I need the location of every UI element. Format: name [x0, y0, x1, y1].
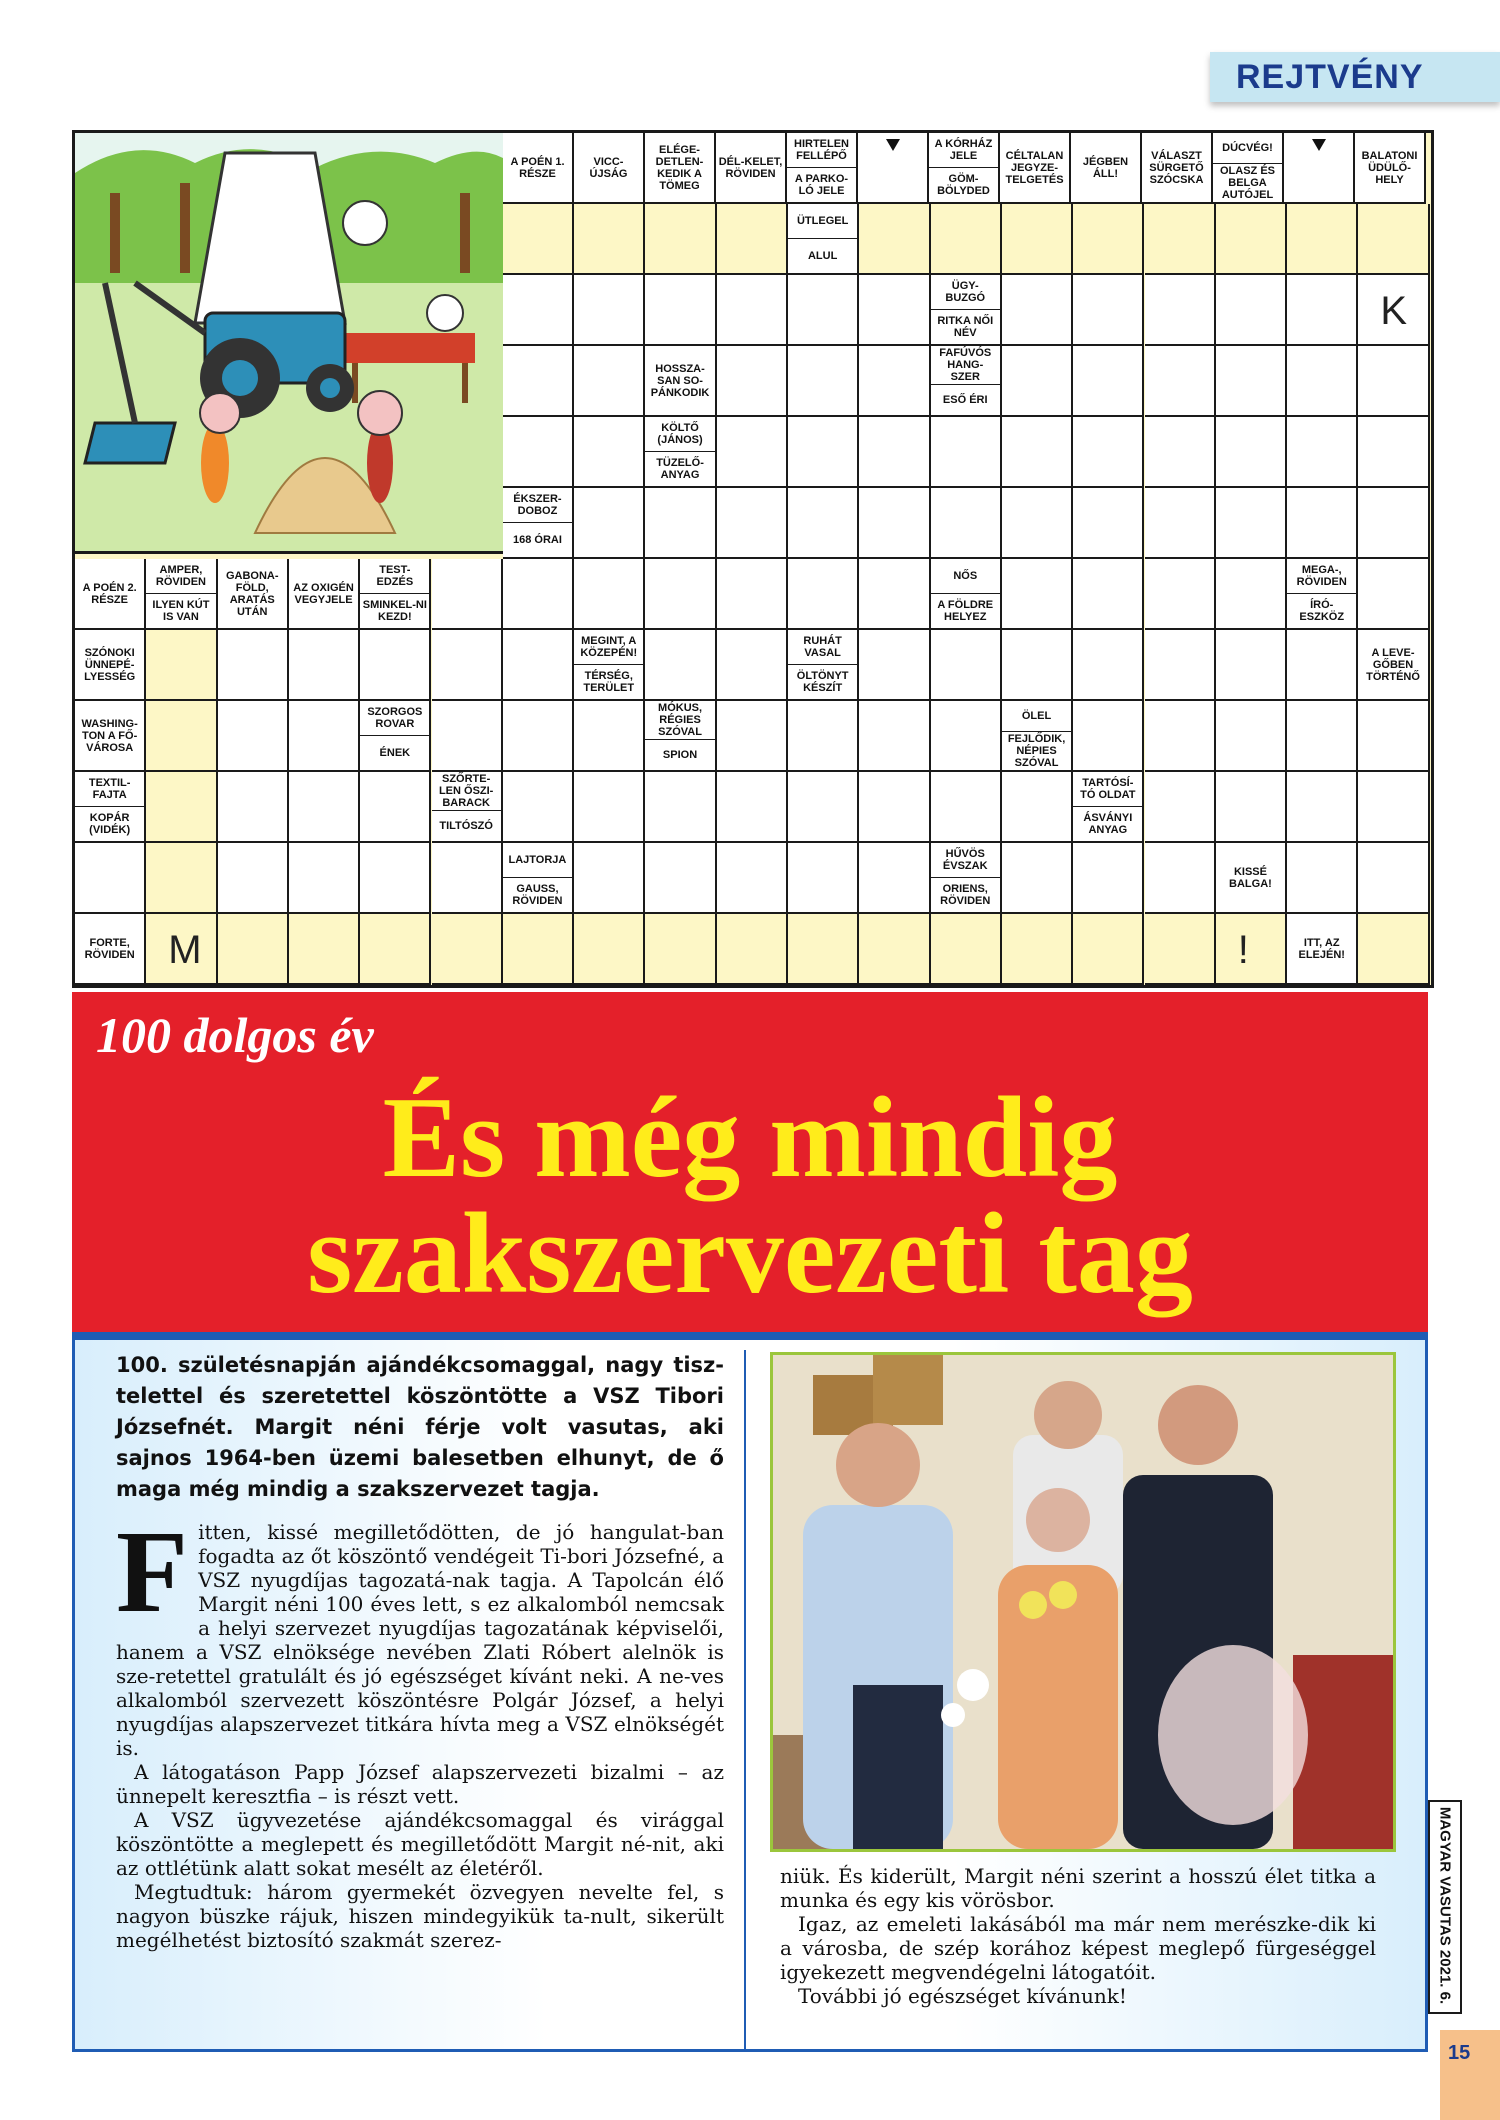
photo-illustration: [773, 1355, 1393, 1849]
article-body-left: [116, 1506, 724, 1952]
answer-cell[interactable]: [289, 772, 360, 843]
answer-cell[interactable]: [788, 488, 859, 559]
answer-cell[interactable]: [859, 914, 930, 985]
clue-cell: [645, 133, 716, 204]
answer-cell[interactable]: [931, 204, 1002, 275]
answer-cell[interactable]: [859, 346, 930, 417]
paragraph-3: A VSZ ügyvezetése ajándékcsomaggal és virággal köszöntötte a meglepett és megilletődött Margit né-nit, aki az ottlétünk alatt sokat mesélt az életéről.: [116, 1808, 724, 1880]
clue-cell: [75, 630, 146, 701]
answer-cell[interactable]: [717, 417, 788, 488]
answer-cell[interactable]: [1145, 346, 1216, 417]
clue-text: ÁSVÁNYI ANYAG: [1073, 806, 1142, 841]
answer-cell[interactable]: [859, 701, 930, 772]
answer-cell[interactable]: [432, 630, 503, 701]
clue-cell: [503, 133, 574, 204]
answer-cell[interactable]: [503, 346, 574, 417]
answer-cell[interactable]: [788, 275, 859, 346]
answer-cell[interactable]: [1358, 559, 1429, 630]
paragraph-4: Megtudtuk: három gyermekét özvegyen nevelte fel, s nagyon büszke rájuk, hiszen mindegyikük ta-nult, sikerült megélhetést biztosító szakmát szerez-: [116, 1880, 724, 1952]
clue-cell: [645, 346, 716, 417]
clue-cell: [1071, 133, 1142, 204]
clue-text: ESŐ ÉRI: [931, 384, 1000, 415]
answer-cell[interactable]: [1145, 488, 1216, 559]
answer-cell[interactable]: [1002, 204, 1073, 275]
clue-text: VICC-ÚJSÁG: [589, 155, 628, 180]
answer-cell[interactable]: [146, 843, 217, 914]
clue-text: RITKA NŐI NÉV: [931, 309, 1000, 344]
article-photo: [770, 1352, 1396, 1852]
clue-cell: [218, 559, 289, 630]
answer-cell[interactable]: [360, 630, 431, 701]
answer-cell[interactable]: [1287, 488, 1358, 559]
answer-cell[interactable]: [717, 630, 788, 701]
answer-cell[interactable]: [1145, 204, 1216, 275]
clue-cell: [787, 133, 858, 204]
answer-cell[interactable]: [1073, 701, 1144, 772]
clue-text: BALATONI ÜDÜLŐ-HELY: [1361, 149, 1418, 186]
clue-cell: [645, 701, 716, 772]
clue-text: DÉL-KELET, RÖVIDEN: [718, 155, 783, 180]
clue-text: LAJTORJA: [508, 854, 567, 866]
answer-cell[interactable]: [360, 914, 431, 985]
magazine-side-label: [1428, 1800, 1462, 2014]
answer-cell[interactable]: [503, 630, 574, 701]
answer-cell[interactable]: [931, 630, 1002, 701]
answer-cell[interactable]: [717, 701, 788, 772]
clue-cell: [289, 559, 360, 630]
column-divider: [744, 1350, 746, 2050]
answer-cell[interactable]: [503, 417, 574, 488]
clue-text: ÜTLEGEL: [796, 215, 849, 227]
answer-cell[interactable]: [788, 701, 859, 772]
answer-cell[interactable]: [432, 559, 503, 630]
clue-text: TÜZELŐ-ANYAG: [645, 451, 714, 486]
clue-cell: [1287, 914, 1358, 985]
clue-text: ORIENS, RÖVIDEN: [931, 877, 1000, 912]
answer-cell[interactable]: [1216, 204, 1287, 275]
answer-cell[interactable]: [1073, 843, 1144, 914]
answer-cell[interactable]: [574, 914, 645, 985]
clue-text: A PARKO-LÓ JELE: [787, 167, 856, 202]
clue-text: WASHING-TON A FŐ-VÁROSA: [81, 717, 138, 754]
answer-cell[interactable]: [788, 346, 859, 417]
clue-text: HŰVÖS ÉVSZAK: [942, 848, 988, 872]
clue-text: ÖLEL: [1021, 710, 1052, 722]
answer-cell[interactable]: [1002, 559, 1073, 630]
clue-text: ILYEN KÚT IS VAN: [146, 593, 215, 628]
answer-cell[interactable]: [1073, 630, 1144, 701]
answer-cell[interactable]: [289, 630, 360, 701]
answer-cell[interactable]: [1073, 417, 1144, 488]
paragraph-5: niük. És kiderült, Margit néni szerint a hosszú élet titka a munka és egy kis vörösbor.: [780, 1864, 1376, 1912]
clue-text: RUHÁT VASAL: [803, 635, 842, 659]
arrow-down-icon: [1312, 139, 1326, 151]
answer-cell[interactable]: [503, 204, 574, 275]
answer-cell[interactable]: [717, 914, 788, 985]
clue-text: GÖM-BÖLYDED: [929, 167, 998, 202]
answer-cell[interactable]: [1002, 772, 1073, 843]
clue-text: A POÉN 1. RÉSZE: [510, 155, 565, 180]
clue-cell: [432, 772, 503, 843]
answer-cell[interactable]: [1073, 914, 1144, 985]
answer-cell[interactable]: [218, 701, 289, 772]
answer-cell[interactable]: [574, 204, 645, 275]
clue-cell: [360, 701, 431, 772]
answer-cell[interactable]: [1002, 630, 1073, 701]
answer-cell[interactable]: [1002, 417, 1073, 488]
answer-cell[interactable]: [360, 843, 431, 914]
cartoon-drawing: [75, 133, 503, 551]
answer-cell[interactable]: [1073, 204, 1144, 275]
clue-cell: [931, 843, 1002, 914]
clue-text: MÓKUS, RÉGIES SZÓVAL: [658, 702, 703, 738]
clue-text: AMPER, RÖVIDEN: [155, 564, 206, 588]
clue-text: OLASZ ÉS BELGA AUTÓJEL: [1213, 163, 1282, 202]
answer-cell[interactable]: [859, 772, 930, 843]
answer-cell[interactable]: [1216, 630, 1287, 701]
answer-cell[interactable]: [1358, 417, 1429, 488]
answer-cell[interactable]: [788, 417, 859, 488]
clue-text: A POÉN 2. RÉSZE: [82, 581, 137, 606]
clue-text: ÜGY-BUZGÓ: [945, 280, 986, 304]
answer-cell[interactable]: [218, 772, 289, 843]
given-letter: !: [1237, 928, 1249, 972]
answer-cell[interactable]: [1216, 346, 1287, 417]
clue-cell: [75, 701, 146, 772]
clue-cell: [931, 559, 1002, 630]
paragraph-2: A látogatáson Papp József alapszervezeti bizalmi – az ünnepelt keresztfia – is részt vett.: [116, 1760, 724, 1808]
clue-text: NŐS: [953, 570, 978, 582]
clue-cell: [929, 133, 1000, 204]
answer-cell[interactable]: [1287, 417, 1358, 488]
answer-cell[interactable]: [360, 772, 431, 843]
answer-cell[interactable]: [1145, 559, 1216, 630]
answer-cell[interactable]: [1145, 843, 1216, 914]
clue-text: SPION: [645, 739, 714, 770]
answer-cell[interactable]: [717, 346, 788, 417]
clue-text: HIRTELEN FELLÉPŐ: [794, 138, 849, 162]
clue-text: ÉNEK: [360, 735, 429, 770]
answer-cell[interactable]: [1216, 914, 1287, 985]
clue-text: MEGINT, A KÖZEPÉN!: [580, 635, 638, 659]
answer-cell[interactable]: [1287, 630, 1358, 701]
clue-text: ÖLTÖNYT KÉSZÍT: [788, 664, 857, 699]
clue-text: SMINKEL-NI KEZD!: [360, 593, 429, 628]
answer-cell[interactable]: [1216, 559, 1287, 630]
clue-text: SZÓNOKI ÜNNEPÉ-LYESSÉG: [84, 646, 136, 683]
cartoon-illustration: [75, 133, 506, 554]
answer-cell[interactable]: [645, 204, 716, 275]
paragraph-1: itten, kissé megilletődötten, de jó hangulat-ban fogadta az őt köszöntő vendégeit Ti-bori Józsefné, a VSZ nyugdíjas tagozatá-nak tagja. A Tapolcán élő Margit néni 100 éves lett, s ez alkalomból nemcsak a helyi szervezet nyugdíjas tagozatának képviselői, hanem a VSZ elnöksége nevében Zlati Róbert alelnök is sze-retettel gratulált és jó egészséget kívánt neki. A ne-ves alkalomból szervezett köszöntésre Polgár József, a helyi nyugdíjas alapszervezet titkára hívta meg a VSZ elnökségét is.: [116, 1520, 724, 1760]
answer-cell[interactable]: [574, 559, 645, 630]
clue-text: TARTÓSÍ-TÓ OLDAT: [1080, 777, 1136, 801]
answer-cell[interactable]: [717, 559, 788, 630]
clue-text: SZORGOS ROVAR: [367, 706, 423, 730]
answer-cell[interactable]: [432, 701, 503, 772]
answer-cell[interactable]: [1216, 417, 1287, 488]
answer-cell[interactable]: [788, 843, 859, 914]
clue-text: ÉKSZER-DOBOZ: [513, 493, 562, 517]
answer-cell[interactable]: [146, 772, 217, 843]
clue-cell: [1213, 133, 1284, 204]
answer-cell[interactable]: [289, 701, 360, 772]
answer-cell[interactable]: [645, 488, 716, 559]
answer-cell[interactable]: [574, 843, 645, 914]
clue-cell: [360, 559, 431, 630]
clue-text: GAUSS, RÖVIDEN: [503, 877, 572, 912]
article-lead: 100. születésnapján ajándékcsomaggal, nagy tisz-telettel és szeretettel köszöntötte a VSZ Tibori Józsefnét. Margit néni férje volt vasutas, aki sajnos 1964-ben üzemi balesetben elhunyt, de ő maga még mindig a szakszervezet tagja.: [116, 1353, 724, 1501]
clue-text: TEST-EDZÉS: [376, 564, 414, 588]
paragraph-6: Igaz, az emeleti lakásából ma már nem merészke-dik ki a városba, de szép korához képest meglepő fürgeséggel igyekezett megvendégelni látogatóit.: [780, 1912, 1376, 1984]
clue-text: SZŐRTE-LEN ŐSZI-BARACK: [438, 773, 494, 809]
answer-cell[interactable]: [1145, 772, 1216, 843]
clue-text: CÉLTALAN JEGYZE-TELGETÉS: [1005, 149, 1064, 186]
clue-cell: [1073, 772, 1144, 843]
answer-cell[interactable]: [1358, 772, 1429, 843]
answer-cell[interactable]: [218, 630, 289, 701]
article-kicker: 100 dolgos év: [96, 1007, 374, 1063]
answer-cell[interactable]: [931, 772, 1002, 843]
answer-cell[interactable]: [859, 204, 930, 275]
magazine-name: MAGYAR VASUTAS 2021. 6.: [1436, 1806, 1454, 2005]
clue-cell: [788, 630, 859, 701]
answer-cell[interactable]: [503, 275, 574, 346]
page-number: 15: [1448, 2042, 1471, 2064]
clue-cell: [503, 488, 574, 559]
clue-text: JÉGBEN ÁLL!: [1082, 155, 1129, 180]
answer-cell[interactable]: [1002, 275, 1073, 346]
given-letter: K: [1380, 289, 1408, 333]
clue-text: 168 ÓRAI: [503, 522, 572, 557]
answer-cell[interactable]: [1358, 914, 1429, 985]
clue-cell: [931, 275, 1002, 346]
answer-cell[interactable]: [503, 559, 574, 630]
given-letter: M: [168, 928, 202, 972]
clue-text: ÍRÓ-ESZKÖZ: [1287, 593, 1356, 628]
clue-cell: [574, 630, 645, 701]
answer-cell[interactable]: [503, 701, 574, 772]
answer-cell[interactable]: [859, 417, 930, 488]
clue-cell: [931, 346, 1002, 417]
clue-text: VÁLASZT SÜRGETŐ SZÓCSKA: [1149, 149, 1204, 186]
clue-text: GABONA-FÖLD, ARATÁS UTÁN: [225, 569, 279, 618]
answer-cell[interactable]: [859, 630, 930, 701]
answer-cell[interactable]: [645, 772, 716, 843]
clue-cell: [1287, 559, 1358, 630]
answer-cell[interactable]: [1145, 630, 1216, 701]
page-number-tab: [1440, 2030, 1500, 2120]
answer-cell[interactable]: [859, 275, 930, 346]
clue-cell: [788, 204, 859, 275]
article-top-rule: [72, 1332, 1428, 1340]
answer-cell[interactable]: [788, 914, 859, 985]
clue-text: FEJLŐDIK, NÉPIES SZÓVAL: [1002, 731, 1071, 770]
clue-text: HOSSZA-SAN SO-PÁNKODIK: [650, 362, 710, 399]
answer-cell[interactable]: [432, 914, 503, 985]
answer-cell[interactable]: [574, 417, 645, 488]
clue-text: KOPÁR (VIDÉK): [75, 806, 144, 841]
clue-text: ELÉGE-DETLEN-KEDIK A TÖMEG: [655, 143, 704, 192]
clue-text: KISSÉ BALGA!: [1229, 865, 1272, 890]
answer-cell[interactable]: [146, 630, 217, 701]
title-line-1: És még mindig: [382, 1074, 1118, 1202]
answer-cell[interactable]: [1002, 843, 1073, 914]
clue-cell: [1216, 843, 1287, 914]
blank-cell: [858, 133, 929, 204]
answer-cell[interactable]: [1358, 488, 1429, 559]
answer-cell[interactable]: [645, 275, 716, 346]
answer-cell[interactable]: [289, 843, 360, 914]
answer-cell[interactable]: [1073, 346, 1144, 417]
article-title: [72, 1074, 1428, 1318]
answer-cell[interactable]: [645, 630, 716, 701]
answer-cell[interactable]: [574, 772, 645, 843]
clue-text: AZ OXIGÉN VEGYJELE: [293, 581, 354, 606]
answer-cell[interactable]: [1002, 346, 1073, 417]
answer-cell[interactable]: [574, 346, 645, 417]
clue-text: A FÖLDRE HELYEZ: [931, 593, 1000, 628]
answer-cell[interactable]: [1287, 346, 1358, 417]
clue-cell: [1358, 630, 1429, 701]
answer-cell[interactable]: [645, 914, 716, 985]
answer-cell[interactable]: [1002, 488, 1073, 559]
blank-cell: [1284, 133, 1355, 204]
answer-cell[interactable]: [1216, 772, 1287, 843]
clue-text: A KÓRHÁZ JELE: [934, 138, 993, 162]
crossword-puzzle: [72, 130, 1434, 988]
answer-cell[interactable]: [432, 843, 503, 914]
answer-cell[interactable]: [788, 772, 859, 843]
answer-cell[interactable]: [1145, 275, 1216, 346]
answer-cell[interactable]: [1358, 204, 1429, 275]
arrow-down-icon: [886, 139, 900, 151]
clue-cell: [1355, 133, 1426, 204]
clue-text: ALUL: [788, 238, 857, 273]
answer-cell[interactable]: [1287, 772, 1358, 843]
answer-cell[interactable]: [1073, 275, 1144, 346]
clue-text: ITT, AZ ELEJÉN!: [1298, 936, 1345, 961]
answer-cell[interactable]: [1358, 346, 1429, 417]
answer-cell[interactable]: [1216, 701, 1287, 772]
answer-cell[interactable]: [574, 488, 645, 559]
clue-text: A LEVE-GŐBEN TÖRTÉNŐ: [1366, 646, 1420, 683]
clue-cell: [716, 133, 787, 204]
clue-cell: [1142, 133, 1213, 204]
answer-cell[interactable]: [1145, 417, 1216, 488]
answer-cell[interactable]: [717, 772, 788, 843]
clue-text: KÖLTŐ (JÁNOS): [657, 422, 703, 446]
answer-cell[interactable]: [859, 843, 930, 914]
answer-cell[interactable]: [75, 843, 146, 914]
answer-cell[interactable]: [1216, 488, 1287, 559]
answer-cell[interactable]: [645, 843, 716, 914]
answer-cell[interactable]: [503, 914, 574, 985]
answer-cell[interactable]: [788, 559, 859, 630]
answer-cell[interactable]: [931, 701, 1002, 772]
answer-cell[interactable]: [645, 559, 716, 630]
answer-cell[interactable]: [574, 701, 645, 772]
clue-cell: [75, 914, 146, 985]
answer-cell[interactable]: [1287, 843, 1358, 914]
answer-cell[interactable]: [717, 488, 788, 559]
answer-cell[interactable]: [859, 488, 930, 559]
answer-cell[interactable]: [218, 843, 289, 914]
clue-cell: [503, 843, 574, 914]
answer-cell[interactable]: [717, 843, 788, 914]
answer-cell[interactable]: [1073, 488, 1144, 559]
answer-cell[interactable]: [1145, 701, 1216, 772]
article-body-right: [780, 1864, 1376, 2008]
answer-cell[interactable]: [931, 417, 1002, 488]
title-line-2: szakszervezeti tag: [307, 1190, 1193, 1318]
clue-text: TILTÓSZÓ: [432, 810, 501, 841]
clue-cell: [574, 133, 645, 204]
clue-text: MEGA-, RÖVIDEN: [1296, 564, 1347, 588]
clue-cell: [1002, 701, 1073, 772]
answer-cell[interactable]: [859, 559, 930, 630]
clue-cell: [146, 559, 217, 630]
answer-cell[interactable]: [503, 772, 574, 843]
answer-cell[interactable]: [717, 204, 788, 275]
drop-cap: F: [116, 1506, 189, 1637]
answer-cell[interactable]: [1002, 914, 1073, 985]
answer-cell[interactable]: [1358, 701, 1429, 772]
answer-cell[interactable]: [717, 275, 788, 346]
answer-cell[interactable]: [1145, 914, 1216, 985]
section-tab: [1210, 52, 1500, 102]
answer-cell[interactable]: [1216, 275, 1287, 346]
clue-cell: [75, 772, 146, 843]
clue-text: TÉRSÉG, TERÜLET: [574, 664, 643, 699]
answer-cell[interactable]: [1287, 275, 1358, 346]
clue-cell: [645, 417, 716, 488]
answer-cell[interactable]: [931, 488, 1002, 559]
answer-cell[interactable]: [289, 914, 360, 985]
answer-cell[interactable]: [1287, 701, 1358, 772]
answer-cell[interactable]: [218, 914, 289, 985]
clue-text: FORTE, RÖVIDEN: [84, 936, 135, 961]
answer-cell[interactable]: [146, 701, 217, 772]
answer-cell[interactable]: [931, 914, 1002, 985]
answer-cell[interactable]: [1073, 559, 1144, 630]
clue-text: TEXTIL-FAJTA: [88, 777, 131, 801]
section-label: REJTVÉNY: [1236, 58, 1424, 96]
answer-cell[interactable]: [574, 275, 645, 346]
clue-cell: [1000, 133, 1071, 204]
paragraph-7: További jó egészséget kívánunk!: [798, 1984, 1127, 2008]
clue-cell: [75, 559, 146, 630]
answer-cell[interactable]: [1358, 843, 1429, 914]
answer-cell[interactable]: [1287, 204, 1358, 275]
clue-text: FAFÚVÓS HANG-SZER: [939, 347, 992, 383]
clue-text: DÚCVÉG!: [1222, 142, 1273, 154]
